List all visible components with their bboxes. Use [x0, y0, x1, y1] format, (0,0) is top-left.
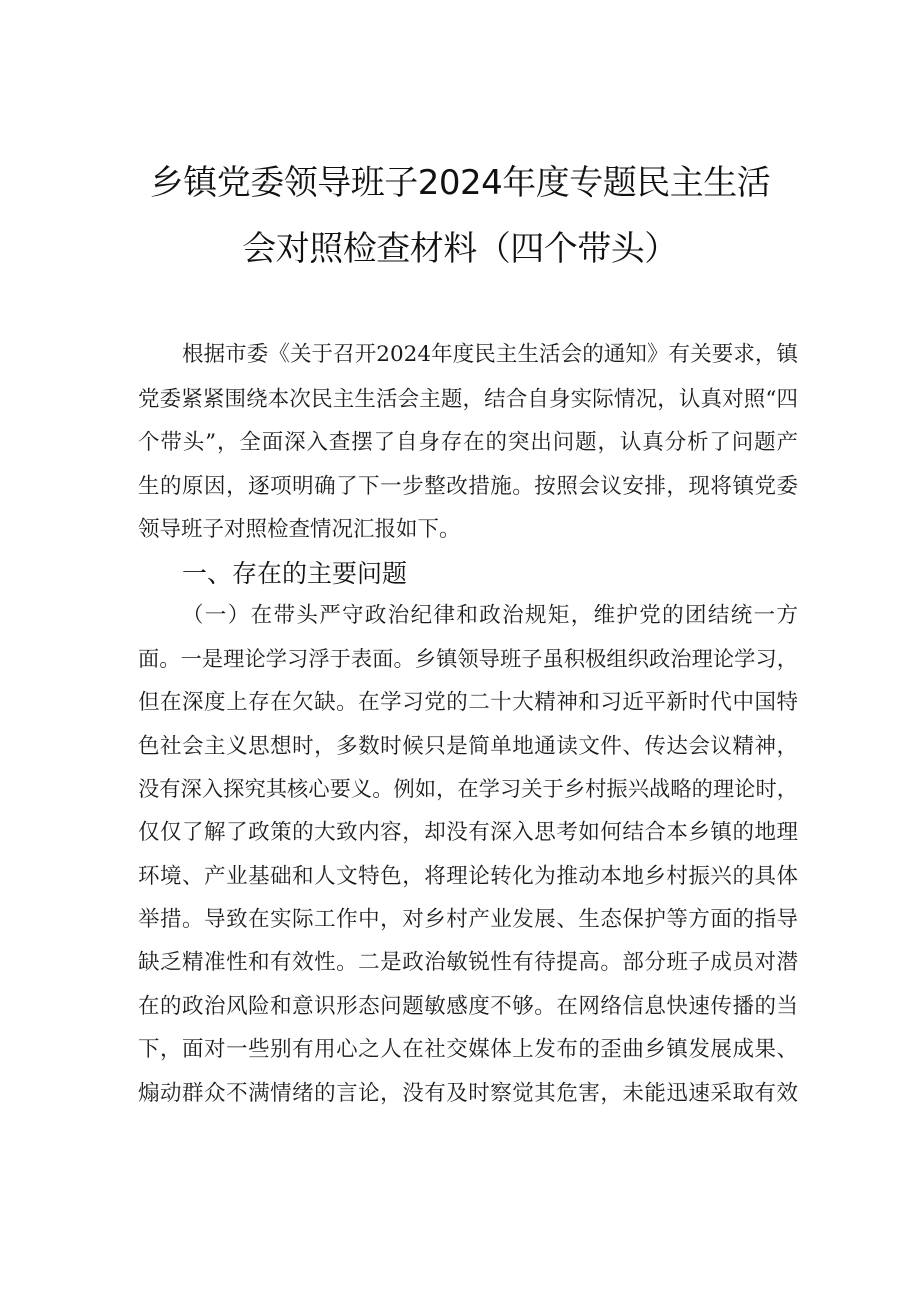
body-paragraph-line: 环境、产业基础和人文特色，将理论转化为推动本地乡村振兴的具体 — [138, 864, 798, 889]
intro-paragraph-line: 领导班子对照检查情况汇报如下。 — [138, 517, 461, 542]
section-heading: 一、存在的主要问题 — [182, 559, 408, 588]
body-paragraph-line: 仅仅了解了政策的大致内容，却没有深入思考如何结合本乡镇的地理 — [138, 820, 798, 845]
body-paragraph-line: 举措。导致在实际工作中，对乡村产业发展、生态保护等方面的指导 — [138, 907, 798, 932]
intro-paragraph-line: 个带头”，全面深入查摆了自身存在的突出问题，认真分析了问题产 — [138, 430, 798, 455]
body-paragraph-line: 色社会主义思想时，多数时候只是简单地通读文件、传达会议精神， — [138, 734, 798, 759]
document-title-line-2: 会对照检查材料（四个带头） — [242, 229, 678, 269]
body-paragraph-line: 没有深入探究其核心要义。例如，在学习关于乡村振兴战略的理论时， — [138, 777, 798, 802]
intro-paragraph-line: 党委紧紧围绕本次民主生活会主题，结合自身实际情况，认真对照“四 — [138, 387, 798, 412]
body-paragraph-line: 在的政治风险和意识形态问题敏感度不够。在网络信息快速传播的当 — [138, 994, 798, 1019]
body-paragraph-line: 下，面对一些别有用心之人在社交媒体上发布的歪曲乡镇发展成果、 — [138, 1037, 798, 1062]
body-paragraph-line: 缺乏精准性和有效性。二是政治敏锐性有待提高。部分班子成员对潜 — [138, 950, 798, 975]
intro-paragraph-line: 根据市委《关于召开2024年度民主生活会的通知》有关要求，镇 — [182, 342, 798, 367]
intro-paragraph-line: 生的原因，逐项明确了下一步整改措施。按照会议安排，现将镇党委 — [138, 474, 798, 499]
body-paragraph-line: 煽动群众不满情绪的言论，没有及时察觉其危害，未能迅速采取有效 — [138, 1081, 798, 1106]
document-title-line-1: 乡镇党委领导班子2024年度专题民主生活 — [149, 163, 771, 203]
body-paragraph-line: 但在深度上存在欠缺。在学习党的二十大精神和习近平新时代中国特 — [138, 690, 798, 715]
body-paragraph-line: 面。一是理论学习浮于表面。乡镇领导班子虽积极组织政治理论学习， — [138, 647, 798, 672]
body-paragraph-line: （一）在带头严守政治纪律和政治规矩，维护党的团结统一方 — [182, 603, 798, 628]
